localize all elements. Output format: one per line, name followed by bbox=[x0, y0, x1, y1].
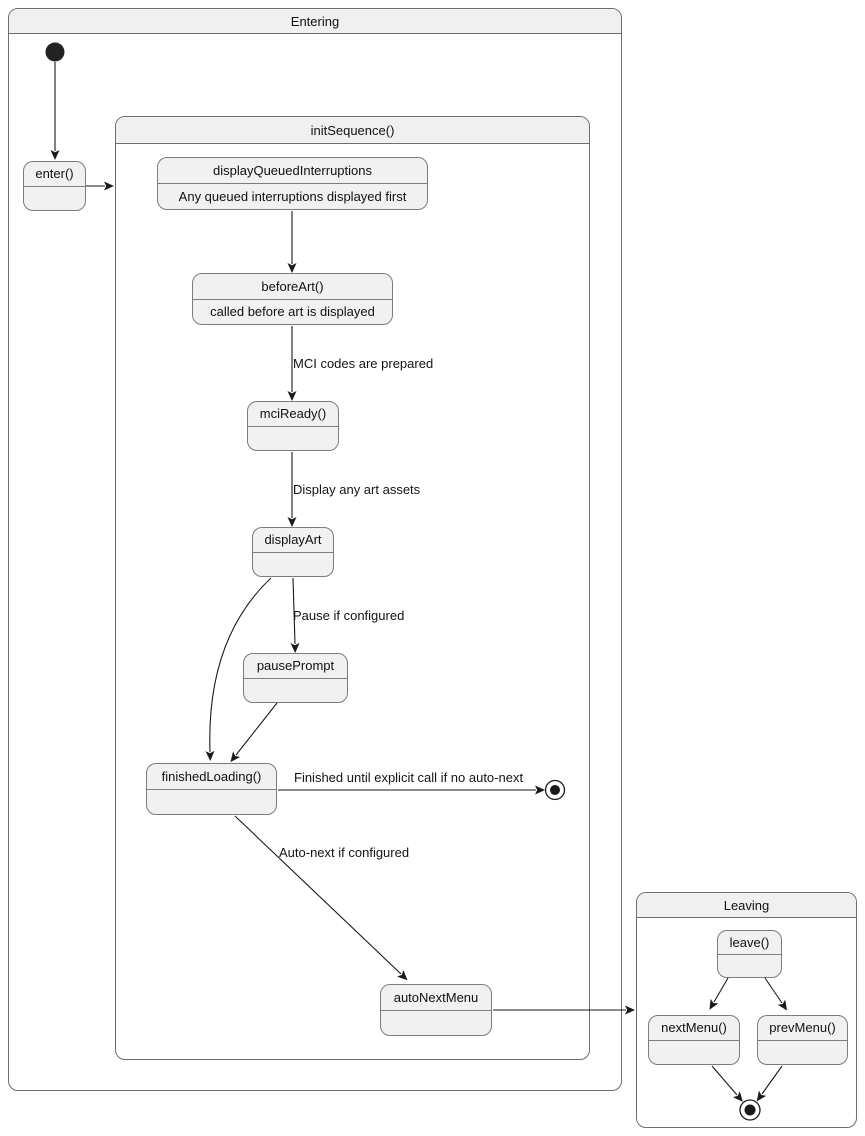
edge-label-display-assets: Display any art assets bbox=[293, 482, 421, 497]
edge-label-autonext-if-configured: Auto-next if configured bbox=[279, 845, 410, 860]
state-leave-body bbox=[718, 954, 781, 978]
state-beforeart-label: beforeArt() bbox=[261, 278, 324, 294]
state-displayqueuedinterruptions-label: displayQueuedInterruptions bbox=[213, 163, 372, 178]
state-enter-body bbox=[24, 186, 85, 211]
state-pauseprompt-body bbox=[244, 678, 347, 703]
state-finishedloading bbox=[146, 763, 277, 815]
edge-label-finished-no-autonext: Finished until explicit call if no auto-next bbox=[294, 770, 524, 785]
state-mciready-label: mciReady() bbox=[259, 406, 327, 422]
composite-initsequence-title: initSequence() bbox=[116, 117, 589, 144]
edge-label-mci-prepared: MCI codes are prepared bbox=[293, 356, 434, 371]
composite-initsequence bbox=[115, 116, 590, 1060]
state-autonextmenu-label: autoNextMenu bbox=[393, 989, 479, 1005]
state-enter-label: enter() bbox=[35, 166, 74, 182]
composite-entering-title: Entering bbox=[9, 9, 621, 34]
state-prevmenu bbox=[757, 1015, 848, 1065]
state-prevmenu-label: prevMenu() bbox=[769, 1020, 836, 1036]
state-mciready bbox=[247, 401, 339, 451]
state-finishedloading-body bbox=[147, 789, 276, 815]
state-beforeart-note: called before art is displayed bbox=[193, 299, 392, 325]
state-pauseprompt-label: pausePrompt bbox=[256, 658, 335, 674]
state-enter bbox=[23, 161, 86, 211]
state-beforeart bbox=[192, 273, 393, 325]
edge-label-pause-if-configured: Pause if configured bbox=[293, 608, 405, 623]
state-leave bbox=[717, 930, 782, 978]
state-pauseprompt bbox=[243, 653, 348, 703]
state-displayart-label: displayArt bbox=[264, 532, 322, 548]
state-nextmenu-body bbox=[649, 1040, 739, 1065]
state-nextmenu-label: nextMenu() bbox=[661, 1020, 727, 1036]
state-prevmenu-body bbox=[758, 1040, 847, 1065]
state-displayqueuedinterruptions bbox=[157, 157, 428, 210]
state-displayart-body bbox=[253, 552, 333, 577]
state-leave-label: leave() bbox=[729, 934, 770, 950]
composite-leaving bbox=[636, 892, 857, 1128]
state-nextmenu bbox=[648, 1015, 740, 1065]
state-autonextmenu-body bbox=[381, 1010, 491, 1036]
state-autonextmenu bbox=[380, 984, 492, 1036]
state-mciready-body bbox=[248, 426, 338, 451]
state-displayart bbox=[252, 527, 334, 577]
state-finishedloading-label: finishedLoading() bbox=[161, 768, 262, 784]
composite-leaving-title: Leaving bbox=[637, 893, 856, 918]
state-displayqueuedinterruptions-note: Any queued interruptions displayed first bbox=[158, 183, 427, 209]
